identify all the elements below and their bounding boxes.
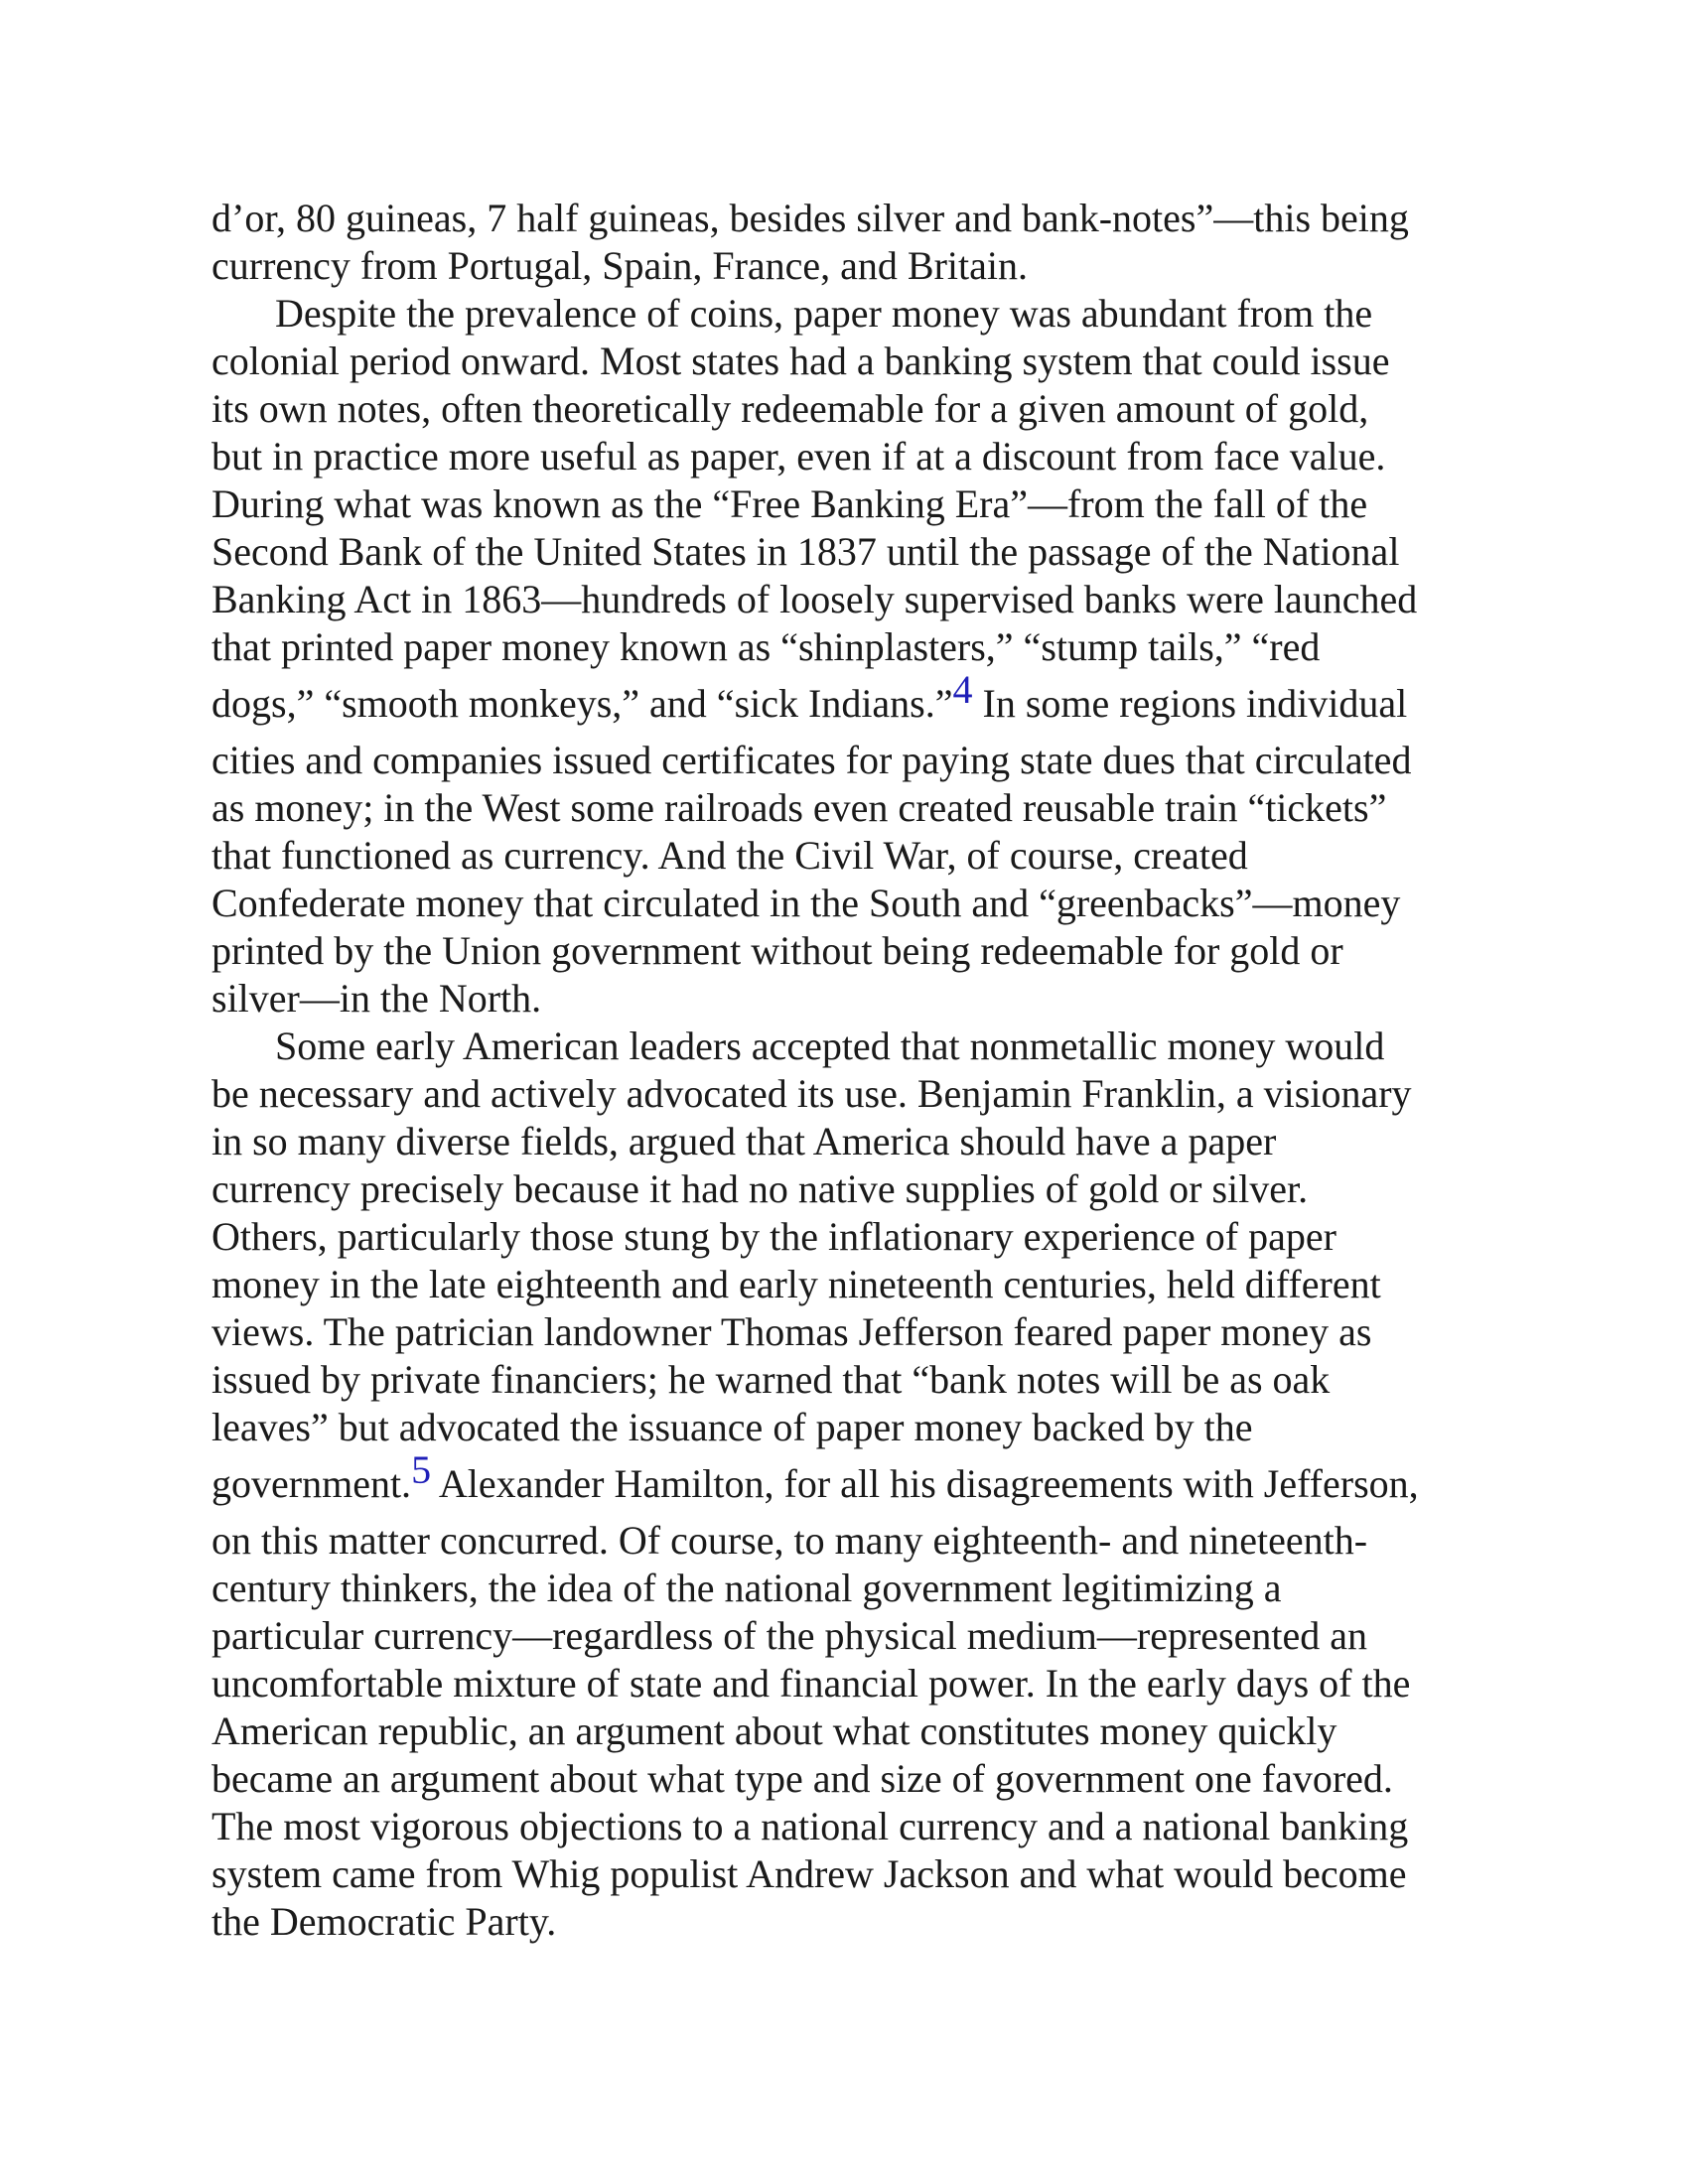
text-line: in so many diverse fields, argued that America should have a paper: [211, 1119, 1277, 1163]
paragraph-3: [211, 1023, 1502, 1946]
text-line: cities and companies issued certificates for paying state dues that circulated: [211, 738, 1412, 782]
text-line: be necessary and actively advocated its use. Benjamin Franklin, a visionary: [211, 1071, 1412, 1116]
text-line: that printed paper money known as “shinplasters,” “stump tails,” “red: [211, 624, 1321, 669]
text-line: issued by private financiers; he warned that “bank notes will be as oak: [211, 1357, 1331, 1402]
text-line: but in practice more useful as paper, even if at a discount from face value.: [211, 434, 1386, 478]
text-line: system came from Whig populist Andrew Jackson and what would become: [211, 1851, 1407, 1896]
text-line: During what was known as the “Free Banking Era”—from the fall of the: [211, 481, 1368, 526]
text-segment: government.: [211, 1461, 412, 1506]
paragraph-1: [211, 195, 1502, 290]
text-line: on this matter concurred. Of course, to many eighteenth- and nineteenth-: [211, 1518, 1368, 1563]
text-line: particular currency—regardless of the physical medium—represented an: [211, 1613, 1367, 1658]
footnote-link-4[interactable]: 4: [952, 667, 973, 712]
text-line: d’or, 80 guineas, 7 half guineas, besides silver and bank-notes”—this being: [211, 196, 1409, 240]
text-line: printed by the Union government without being redeemable for gold or: [211, 928, 1343, 973]
text-line: Second Bank of the United States in 1837 until the passage of the National: [211, 529, 1400, 574]
text-line: the Democratic Party.: [211, 1899, 557, 1944]
text-line: Despite the prevalence of coins, paper money was abundant from the: [275, 291, 1373, 336]
text-line: colonial period onward. Most states had a banking system that could issue: [211, 339, 1390, 383]
text-line: American republic, an argument about what constitutes money quickly: [211, 1708, 1337, 1753]
text-line: became an argument about what type and size of government one favored.: [211, 1756, 1393, 1801]
text-line: currency from Portugal, Spain, France, and Britain.: [211, 243, 1028, 288]
footnote-link-5[interactable]: 5: [411, 1447, 432, 1492]
text-line: century thinkers, the idea of the national government legitimizing a: [211, 1566, 1282, 1610]
text-line: leaves” but advocated the issuance of paper money backed by the: [211, 1405, 1253, 1449]
document-page: [211, 195, 1502, 1946]
text-line: Confederate money that circulated in the South and “greenbacks”—money: [211, 881, 1401, 925]
text-segment: Alexander Hamilton, for all his disagreements with Jefferson,: [431, 1461, 1419, 1506]
text-line: The most vigorous objections to a national currency and a national banking: [211, 1804, 1409, 1848]
text-line: Others, particularly those stung by the inflationary experience of paper: [211, 1214, 1336, 1259]
text-line-with-footnote: [211, 667, 1502, 737]
paragraph-2: [211, 290, 1502, 1023]
text-line: Some early American leaders accepted that nonmetallic money would: [275, 1024, 1385, 1068]
text-line: as money; in the West some railroads even created reusable train “tickets”: [211, 785, 1387, 830]
text-segment: dogs,” “smooth monkeys,” and “sick Indians.”: [211, 681, 953, 726]
text-line: uncomfortable mixture of state and financial power. In the early days of the: [211, 1661, 1411, 1706]
text-line: that functioned as currency. And the Civil War, of course, created: [211, 833, 1248, 878]
text-line: money in the late eighteenth and early nineteenth centuries, held different: [211, 1262, 1381, 1306]
text-line-with-footnote: [211, 1447, 1502, 1517]
text-segment: In some regions individual: [972, 681, 1408, 726]
text-line: Banking Act in 1863—hundreds of loosely supervised banks were launched: [211, 577, 1418, 621]
text-line: its own notes, often theoretically redeemable for a given amount of gold,: [211, 386, 1369, 431]
text-line: views. The patrician landowner Thomas Jefferson feared paper money as: [211, 1309, 1372, 1354]
text-line: silver—in the North.: [211, 976, 542, 1021]
text-line: currency precisely because it had no native supplies of gold or silver.: [211, 1166, 1309, 1211]
